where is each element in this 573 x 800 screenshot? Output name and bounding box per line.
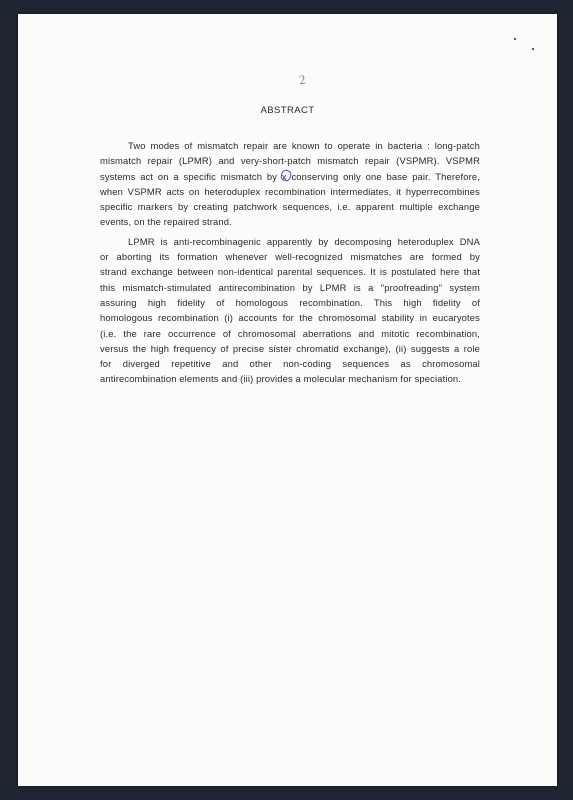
text-line: (i.e. the rare occurrence of chromosomal aberrations and mitotic recombination, xyxy=(100,327,480,339)
handwritten-correction-mark: x xyxy=(282,169,287,184)
abstract-body xyxy=(100,138,480,387)
abstract-heading: ABSTRACT xyxy=(260,105,315,116)
text-segment: systems act on a specific mismatch by xyxy=(100,170,278,182)
text-line: versus the high frequency of precise sister chromatid exchange), (ii) suggests a role xyxy=(100,342,480,354)
text-line: specific markers by creating patchwork sequences, i.e. apparent multiple exchange xyxy=(100,201,480,213)
abstract-paragraph-1 xyxy=(100,138,480,230)
text-line: or aborting its formation whenever well-recognized mismatches are formed by xyxy=(100,251,480,263)
page-number: 2 xyxy=(297,71,307,88)
text-segment: conserving only one base pair. Therefore, xyxy=(291,170,481,182)
ink-speck xyxy=(514,38,516,40)
abstract-paragraph-2 xyxy=(100,234,480,387)
document-page xyxy=(18,14,557,786)
text-line: this mismatch-stimulated antirecombination by LPMR is a "proofreading" system xyxy=(100,281,480,293)
text-line: antirecombination elements and (iii) provides a molecular mechanism for speciation. xyxy=(100,373,462,385)
text-line xyxy=(100,169,480,184)
text-line: events, on the repaired strand. xyxy=(100,216,232,228)
text-line: for diverged repetitive and other non-coding sequences as chromosomal xyxy=(100,358,480,370)
text-line: strand exchange between non-identical parental sequences. It is postulated here that xyxy=(100,266,480,278)
text-line: assuring high fidelity of homologous recombination. This high fidelity of xyxy=(100,296,480,308)
text-line: when VSPMR acts on heteroduplex recombination intermediates, it hyperrecombines xyxy=(100,185,480,197)
ink-speck xyxy=(532,48,534,50)
text-line: homologous recombination (i) accounts for the chromosomal stability in eucaryotes xyxy=(100,312,480,324)
text-line: Two modes of mismatch repair are known to operate in bacteria : long-patch xyxy=(128,140,480,151)
text-line: LPMR is anti-recombinagenic apparently by decomposing heteroduplex DNA xyxy=(128,235,480,247)
text-line: mismatch repair (LPMR) and very-short-patch mismatch repair (VSPMR). VSPMR xyxy=(100,155,480,167)
